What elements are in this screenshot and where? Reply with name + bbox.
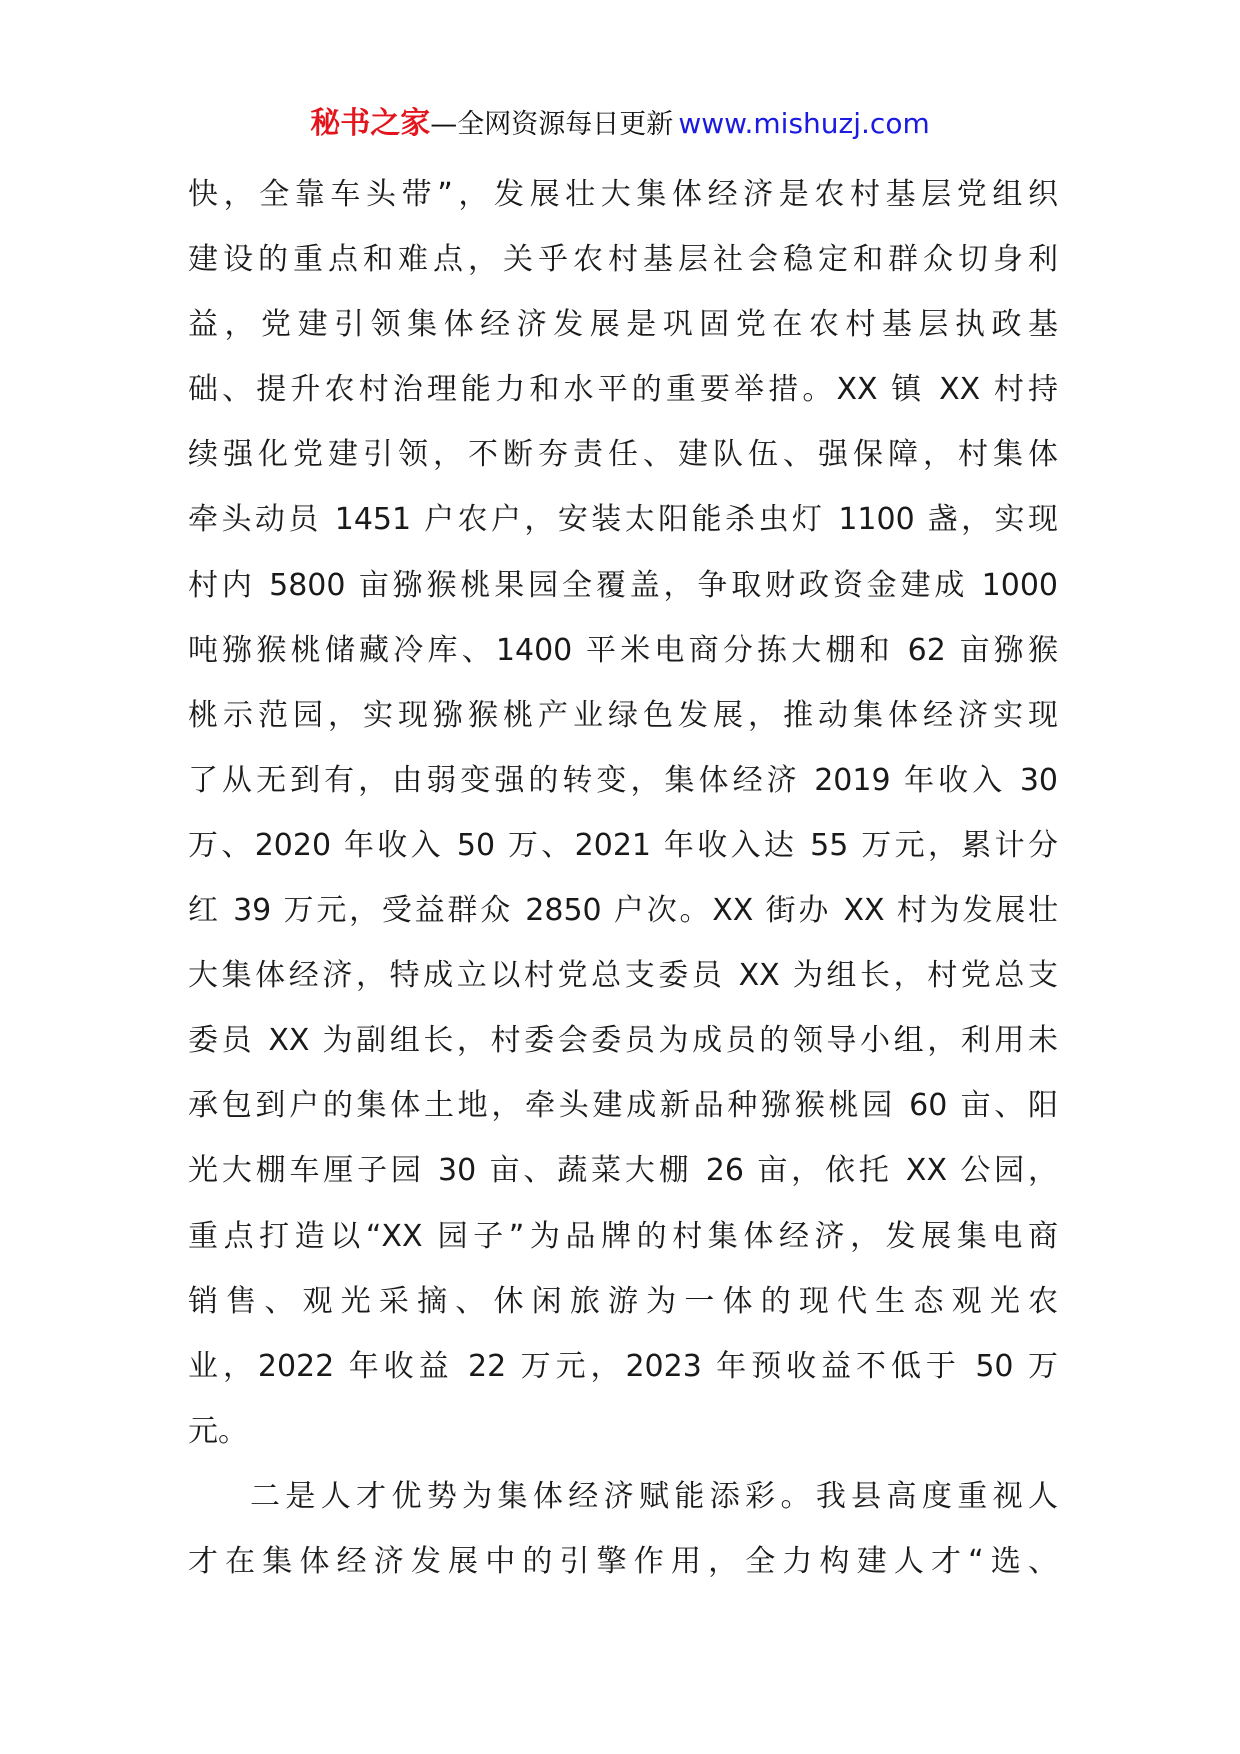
text-line: 销售、观光采摘、休闲旅游为一体的现代生态观光农 xyxy=(188,1283,1058,1319)
text-line: 红 39 万元，受益群众 2850 户次。XX 街办 XX 村为发展壮 xyxy=(188,893,1058,929)
text-line: 委员 XX 为副组长，村委会委员为成员的领导小组，利用未 xyxy=(188,1023,1058,1059)
body-text xyxy=(188,162,1058,1594)
text-line: 业，2022 年收益 22 万元，2023 年预收益不低于 50 万 xyxy=(188,1348,1058,1384)
header-tagline: —全网资源每日更新 xyxy=(430,109,674,140)
text-line: 了从无到有，由弱变强的转变，集体经济 2019 年收入 30 xyxy=(188,762,1058,798)
text-line: 建设的重点和难点，关乎农村基层社会稳定和群众切身利 xyxy=(188,242,1058,278)
text-line: 才在集体经济发展中的引擎作用，全力构建人才“选、 xyxy=(188,1543,1058,1579)
text-line: 重点打造以“XX 园子”为品牌的村集体经济，发展集电商 xyxy=(188,1218,1058,1254)
text-line: 承包到户的集体土地，牵头建成新品种猕猴桃园 60 亩、阳 xyxy=(188,1088,1058,1124)
page-header xyxy=(0,104,1240,144)
brand-name: 秘书之家 xyxy=(310,106,431,141)
text-line: 益，党建引领集体经济发展是巩固党在农村基层执政基 xyxy=(188,307,1058,343)
text-line: 万、2020 年收入 50 万、2021 年收入达 55 万元，累计分 xyxy=(188,827,1058,863)
text-line: 光大棚车厘子园 30 亩、蔬菜大棚 26 亩，依托 XX 公园， xyxy=(188,1153,1058,1189)
text-line: 大集体经济，特成立以村党总支委员 XX 为组长，村党总支 xyxy=(188,958,1058,994)
paragraph-start-line: 二是人才优势为集体经济赋能添彩。我县高度重视人 xyxy=(250,1478,1058,1514)
website-link[interactable]: www.mishuzj.com xyxy=(678,107,930,140)
text-line: 吨猕猴桃储藏冷库、1400 平米电商分拣大棚和 62 亩猕猴 xyxy=(188,632,1058,668)
text-line: 村内 5800 亩猕猴桃果园全覆盖，争取财政资金建成 1000 xyxy=(188,567,1058,603)
text-line: 础、提升农村治理能力和水平的重要举措。XX 镇 XX 村持 xyxy=(188,372,1058,408)
text-line: 快，全靠车头带”，发展壮大集体经济是农村基层党组织 xyxy=(188,177,1058,212)
text-line: 牵头动员 1451 户农户，安装太阳能杀虫灯 1100 盏，实现 xyxy=(188,502,1058,538)
text-line: 桃示范园，实现猕猴桃产业绿色发展，推动集体经济实现 xyxy=(188,697,1058,733)
paragraph-end-line: 元。 xyxy=(188,1413,248,1449)
text-line: 续强化党建引领，不断夯责任、建队伍、强保障，村集体 xyxy=(188,437,1058,473)
